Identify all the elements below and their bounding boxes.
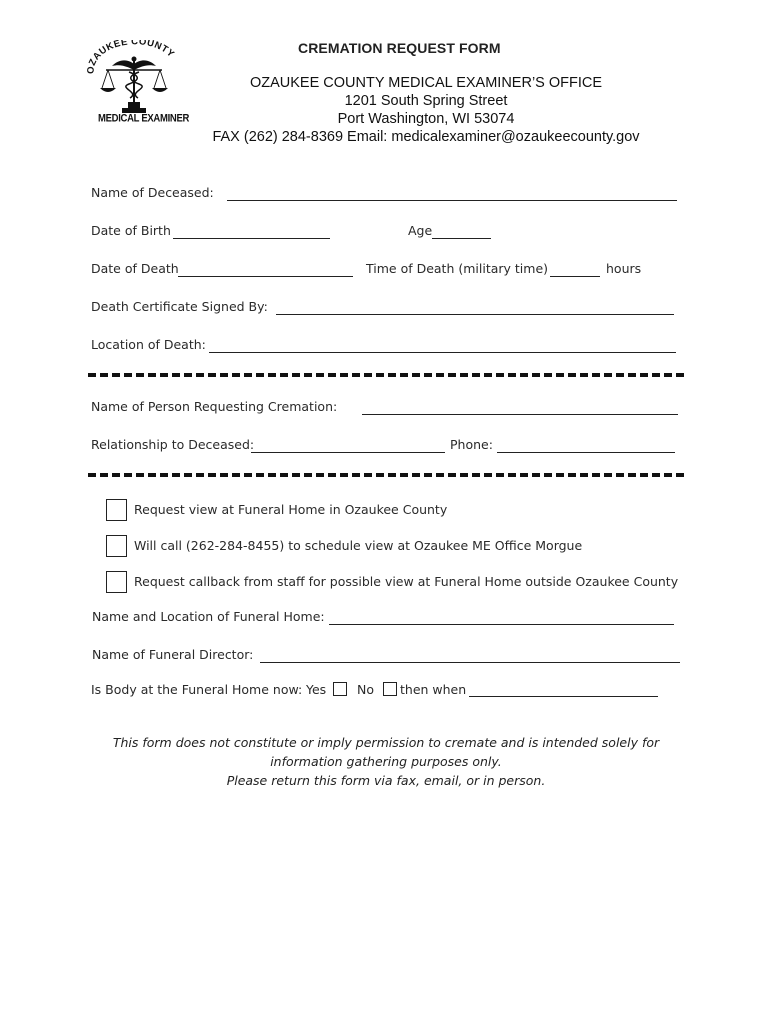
yes-label: Yes <box>306 682 327 697</box>
no-label: No <box>357 682 374 697</box>
return-instructions: Please return this form via fax, email, or in person. <box>226 773 546 788</box>
disclaimer-line-1: This form does not constitute or imply permission to cremate and is intended solely for <box>112 735 660 750</box>
date-of-death-label: Date of Death <box>91 261 179 276</box>
funeral-director-field[interactable] <box>260 662 680 663</box>
office-name: OZAUKEE COUNTY MEDICAL EXAMINER’S OFFICE <box>249 75 603 91</box>
option-label: Request view at Funeral Home in Ozaukee County <box>134 502 448 517</box>
relationship-field[interactable] <box>251 452 445 453</box>
funeral-director-label: Name of Funeral Director: <box>92 647 254 662</box>
no-checkbox[interactable] <box>383 682 397 696</box>
office-street: 1201 South Spring Street <box>344 93 508 109</box>
date-of-birth-field[interactable] <box>173 238 330 239</box>
relationship-label: Relationship to Deceased: <box>91 437 255 452</box>
phone-label: Phone: <box>450 437 493 452</box>
form-title: CREMATION REQUEST FORM <box>298 40 501 56</box>
death-certificate-label: Death Certificate Signed By: <box>91 299 268 314</box>
option-label: Request callback from staff for possible view at Funeral Home outside Ozaukee County <box>134 574 679 589</box>
funeral-home-field[interactable] <box>329 624 674 625</box>
funeral-home-label: Name and Location of Funeral Home: <box>92 609 325 624</box>
phone-field[interactable] <box>497 452 675 453</box>
svg-text:OZAUKEE COUNTY <box>86 40 177 74</box>
person-requesting-field[interactable] <box>362 414 678 415</box>
logo-arc-text: OZAUKEE COUNTY <box>85 40 177 75</box>
option-checkbox[interactable] <box>106 535 127 557</box>
death-certificate-field[interactable] <box>276 314 674 315</box>
time-of-death-label: Time of Death (military time) <box>366 261 549 276</box>
person-requesting-label: Name of Person Requesting Cremation: <box>91 399 338 414</box>
time-of-death-field[interactable] <box>550 276 600 277</box>
office-city: Port Washington, WI 53074 <box>337 111 515 127</box>
hours-label: hours <box>606 261 642 276</box>
yes-checkbox[interactable] <box>333 682 347 696</box>
then-when-field[interactable] <box>469 696 658 697</box>
age-label: Age <box>408 223 433 238</box>
name-of-deceased-label: Name of Deceased: <box>91 185 214 200</box>
section-divider <box>88 473 684 477</box>
option-label: Will call (262-284-8455) to schedule view at Ozaukee ME Office Morgue <box>134 538 583 553</box>
location-of-death-field[interactable] <box>209 352 676 353</box>
name-of-deceased-field[interactable] <box>227 200 677 201</box>
section-divider <box>88 373 684 377</box>
logo-bottom-text: MEDICAL EXAMINER <box>98 112 190 125</box>
body-at-home-label: Is Body at the Funeral Home now: <box>91 682 303 697</box>
office-contact: FAX (262) 284-8369 Email: medicalexaminer@ozaukeecounty.gov <box>212 129 640 145</box>
location-of-death-label: Location of Death: <box>91 337 206 352</box>
disclaimer-line-2: information gathering purposes only. <box>270 754 502 769</box>
option-checkbox[interactable] <box>106 571 127 593</box>
option-checkbox[interactable] <box>106 499 127 521</box>
date-of-birth-label: Date of Birth <box>91 223 171 238</box>
age-field[interactable] <box>432 238 491 239</box>
then-when-label: then when <box>400 682 467 697</box>
date-of-death-field[interactable] <box>178 276 353 277</box>
